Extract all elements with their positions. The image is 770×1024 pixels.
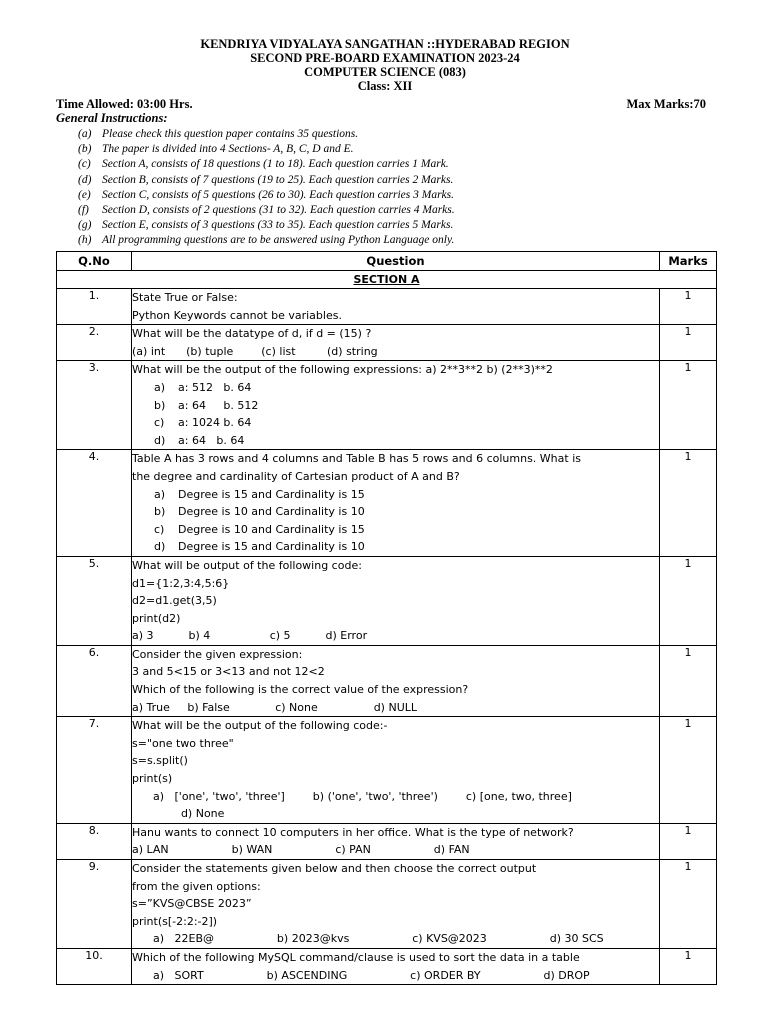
question-option: [132, 414, 659, 432]
question-line: print(s): [132, 772, 173, 786]
option-marker: c): [154, 416, 165, 430]
instruction-marker: (d): [78, 173, 92, 186]
section-row: [57, 271, 717, 289]
question-line: (a) int (b) tuple (c) list (d) string: [132, 344, 378, 358]
question-option: [132, 521, 659, 539]
question-number: 10.: [57, 948, 132, 984]
instruction-item: [78, 218, 455, 233]
question-line: s=”KVS@CBSE 2023”: [132, 897, 252, 911]
time-allowed: Time Allowed: 03:00 Hrs.: [56, 97, 193, 111]
question-line: Hanu wants to connect 10 computers in her office. What is the type of network?: [132, 825, 574, 839]
header-subject: COMPUTER SCIENCE (083): [304, 65, 466, 79]
question-number: 4.: [57, 450, 132, 557]
option-marker: a): [154, 380, 166, 394]
option-text: Degree is 15 and Cardinality is 15: [178, 487, 365, 501]
question-marks: 1: [660, 361, 717, 450]
option-text: Degree is 10 and Cardinality is 15: [178, 522, 365, 536]
header-qno: Q.No: [57, 252, 132, 271]
question-row: [57, 717, 717, 824]
question-line: What will be the output of the following code:-: [132, 719, 388, 733]
option-marker: d): [154, 433, 166, 447]
section-title: SECTION A: [57, 271, 717, 289]
table-header-row: [57, 252, 717, 271]
question-text: [132, 556, 660, 645]
header-class: Class: XII: [357, 79, 413, 93]
question-line: print(d2): [132, 611, 181, 625]
question-number: 5.: [57, 556, 132, 645]
question-line: a) ['one', 'two', 'three'] b) ('one', 'two', 'three') c) [one, two, three]: [132, 789, 572, 803]
question-text: [132, 361, 660, 450]
question-row: [57, 948, 717, 984]
question-line: Which of the following is the correct value of the expression?: [132, 683, 469, 697]
option-text: a: 64 b. 512: [178, 398, 259, 412]
question-text: [132, 289, 660, 325]
question-line: a) 22EB@ b) 2023@kvs c) KVS@2023 d) 30 SCS: [132, 932, 604, 946]
instruction-item: [78, 233, 455, 248]
instruction-marker: (g): [78, 219, 92, 232]
instruction-item: [78, 127, 455, 142]
instruction-marker: (h): [78, 234, 92, 247]
question-text: [132, 325, 660, 361]
question-text: [132, 450, 660, 557]
question-option: [132, 503, 659, 521]
question-line: a) SORT b) ASCENDING c) ORDER BY d) DROP: [132, 968, 590, 982]
question-line: s="one two three": [132, 736, 234, 750]
general-instructions-title: General Instructions:: [56, 111, 168, 125]
question-line: from the given options:: [132, 879, 261, 893]
instruction-text: All programming questions are to be answered using Python Language only.: [102, 234, 455, 247]
question-line: d) None: [132, 807, 225, 821]
question-row: [57, 556, 717, 645]
general-instructions-list: [78, 127, 455, 249]
question-option: [132, 486, 659, 504]
option-text: a: 1024 b. 64: [178, 416, 252, 430]
instruction-text: Please check this question paper contains 35 questions.: [102, 128, 359, 140]
question-number: 9.: [57, 860, 132, 949]
instruction-text: Section D, consists of 2 questions (31 to 32). Each question carries 4 Marks.: [102, 203, 455, 216]
option-marker: d): [154, 540, 166, 554]
question-number: 2.: [57, 325, 132, 361]
question-number: 6.: [57, 645, 132, 716]
question-line: print(s[-2:2:-2]): [132, 914, 218, 928]
question-option: [132, 432, 659, 450]
question-row: [57, 361, 717, 450]
instruction-item: [78, 142, 455, 157]
question-marks: 1: [660, 289, 717, 325]
header-marks: Marks: [660, 252, 717, 271]
question-row: [57, 325, 717, 361]
instruction-item: [78, 203, 455, 218]
question-line: State True or False:: [132, 291, 238, 304]
question-text: [132, 860, 660, 949]
instruction-text: Section E, consists of 3 questions (33 to 35). Each question carries 5 Marks.: [102, 219, 454, 232]
question-marks: 1: [660, 450, 717, 557]
instruction-marker: (c): [78, 158, 91, 171]
question-line: a) 3 b) 4 c) 5 d) Error: [132, 629, 368, 643]
question-number: 7.: [57, 717, 132, 824]
instruction-text: The paper is divided into 4 Sections- A, B, C, D and E.: [102, 143, 354, 156]
question-option: [132, 397, 659, 415]
instruction-text: Section C, consists of 5 questions (26 to 30). Each question carries 3 Marks.: [102, 188, 454, 201]
question-marks: 1: [660, 325, 717, 361]
question-line: s=s.split(): [132, 754, 188, 768]
question-line: Consider the statements given below and then choose the correct output: [132, 862, 537, 875]
question-option: [132, 538, 659, 556]
question-line: What will be the datatype of d, if d = (15) ?: [132, 327, 372, 341]
question-line: Consider the given expression:: [132, 647, 303, 661]
question-line: d2=d1.get(3,5): [132, 594, 217, 608]
question-line: Python Keywords cannot be variables.: [132, 308, 342, 322]
question-line: the degree and cardinality of Cartesian product of A and B?: [132, 469, 460, 483]
question-marks: 1: [660, 556, 717, 645]
option-text: a: 512 b. 64: [178, 380, 252, 394]
option-text: Degree is 10 and Cardinality is 10: [178, 505, 365, 519]
question-text: [132, 645, 660, 716]
option-marker: a): [154, 487, 166, 501]
option-marker: c): [154, 522, 165, 536]
question-table: [56, 251, 717, 985]
question-marks: 1: [660, 860, 717, 949]
max-marks: Max Marks:70: [626, 97, 706, 111]
question-line: Which of the following MySQL command/clause is used to sort the data in a table: [132, 950, 580, 964]
question-number: 8.: [57, 823, 132, 859]
header-question: Question: [132, 252, 660, 271]
question-number: 3.: [57, 361, 132, 450]
question-line: a) True b) False c) None d) NULL: [132, 700, 418, 714]
question-option: [132, 379, 659, 397]
option-text: Degree is 15 and Cardinality is 10: [178, 540, 365, 554]
option-text: a: 64 b. 64: [178, 433, 245, 447]
question-line: a) LAN b) WAN c) PAN d) FAN: [132, 843, 470, 857]
question-text: [132, 717, 660, 824]
instruction-marker: (a): [78, 128, 92, 140]
question-marks: 1: [660, 717, 717, 824]
question-row: [57, 645, 717, 716]
option-marker: b): [154, 505, 166, 519]
instruction-marker: (f): [78, 203, 89, 216]
question-line: What will be the output of the following expressions: a) 2**3**2 b) (2**3)**2: [132, 363, 553, 377]
question-marks: 1: [660, 645, 717, 716]
question-text: [132, 948, 660, 984]
instruction-text: Section B, consists of 7 questions (19 to 25). Each question carries 2 Marks.: [102, 173, 454, 186]
header-exam-name: SECOND PRE-BOARD EXAMINATION 2023-24: [250, 51, 520, 65]
instruction-item: [78, 188, 455, 203]
instruction-item: [78, 173, 455, 188]
question-marks: 1: [660, 948, 717, 984]
question-number: 1.: [57, 289, 132, 325]
question-marks: 1: [660, 823, 717, 859]
question-line: d1={1:2,3:4,5:6}: [132, 576, 230, 590]
question-line: 3 and 5<15 or 3<13 and not 12<2: [132, 665, 325, 679]
instruction-marker: (e): [78, 188, 91, 201]
question-line: Table A has 3 rows and 4 columns and Table B has 5 rows and 6 columns. What is: [132, 452, 581, 466]
instruction-marker: (b): [78, 143, 92, 156]
instruction-text: Section A, consists of 18 questions (1 to 18). Each question carries 1 Mark.: [102, 158, 449, 171]
question-row: [57, 860, 717, 949]
question-line: What will be output of the following code:: [132, 558, 362, 572]
header-organization: KENDRIYA VIDYALAYA SANGATHAN ::HYDERABAD REGION: [200, 37, 570, 51]
question-row: [57, 289, 717, 325]
question-row: [57, 823, 717, 859]
option-marker: b): [154, 398, 166, 412]
question-row: [57, 450, 717, 557]
instruction-item: [78, 157, 455, 172]
question-text: [132, 823, 660, 859]
